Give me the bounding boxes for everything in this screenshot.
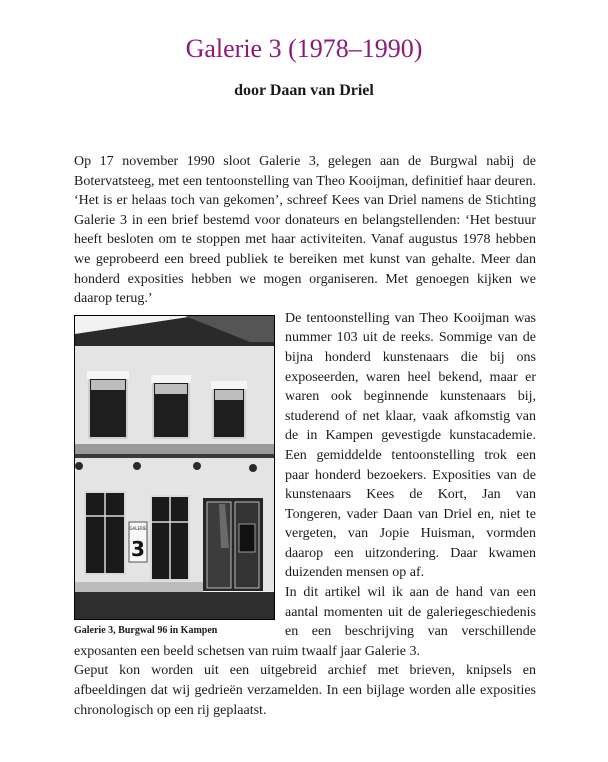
paragraph-archive: Geput kon worden uit een uitgebreid archief met brieven, knipsels en afbeeldingen dat wij gedrieën verzamelden. In een bijlage worden alle exposities chronologisch op een rij geplaatst. [74, 663, 536, 718]
article-body [74, 152, 536, 720]
gallery-photo [74, 315, 275, 620]
article-title: Galerie 3 (1978–1990) [185, 34, 423, 63]
paragraph-article-scope: In dit artikel wil ik aan de hand van een aantal momenten uit de galeriegeschiedenis en een beschrijving van verschillende exposanten een beeld schetsen van ruim twaalf jaar Galerie 3. [74, 585, 536, 659]
figure [74, 315, 275, 637]
svg-text:3: 3 [131, 536, 145, 561]
figure-caption: Galerie 3, Burgwal 96 in Kampen [74, 624, 218, 636]
paragraph-exhibition: De tentoonstelling van Theo Kooijman was nummer 103 uit de reeks. Sommige van de bijna honderd kunstenaars die bij ons exposeerden, waren heel bekend, maar er waren ook beginnende kunstenaars bij, studerend of net klaar, vaak afkomstig van de in Kampen gevestigde kunstacademie. Een gemiddelde tentoonstelling trok een paar honderd bezoekers. Exposities van de kunstenaars Kees de Kort, Jan van Tongeren, vader Daan van Driel en, niet te vergeten, van Jopie Huisman, vormden daarop een uitzondering. Daar kwamen duizenden mensen op af. [285, 310, 536, 581]
article-author: door Daan van Driel [234, 82, 374, 99]
paragraph-intro: Op 17 november 1990 sloot Galerie 3, gelegen aan de Burgwal nabij de Botervatsteeg, met een tentoonstelling van Theo Kooijman, definitief haar deuren. ‘Het is er helaas toch van gekomen’, schreef Kees van Driel namens de Stichting Galerie 3 in een brief bestemd voor donateurs en belangstellenden: ‘Het bestuur heeft besloten om te stoppen met haar activiteiten. Vanaf augustus 1978 hebben we geprobeerd een breed publiek te bereiken met kunst van gehalte. Meer dan honderd exposities hebben we mogen organiseren. Met genoegen kijken we daarop terug.’ [74, 154, 536, 307]
svg-text:GALERIE: GALERIE [129, 525, 147, 531]
